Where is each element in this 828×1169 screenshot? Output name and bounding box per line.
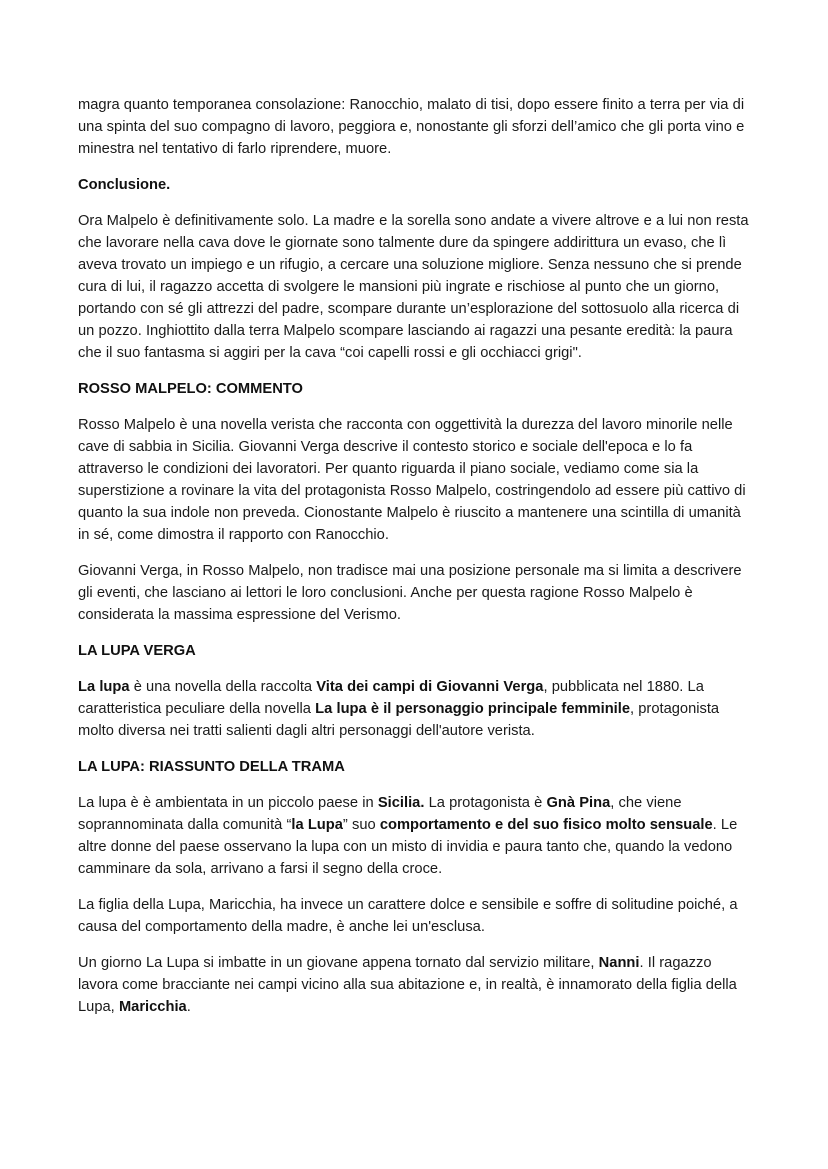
text-run: ” suo (342, 817, 380, 833)
paragraph-trama-3 (78, 952, 750, 1018)
text-run: comportamento e del suo fisico molto sensuale (379, 817, 713, 833)
text-run: . Il ragazzo lavora come bracciante nei campi vicino alla sua abitazione e, in realtà, è innamorato della figlia della Lupa, (78, 955, 742, 1015)
paragraph-conclusione: Ora Malpelo è definitivamente solo. La madre e la sorella sono andate a vivere altrove e a lui non resta che lavorare nella cava dove le giornate sono talmente dure da spingere addirittura un evaso, che lì aveva trovato un impiego e un rifugio, a cercare una soluzione migliore. Senza nessuno che si prende cura di lui, il ragazzo accetta di svolgere le mansioni più ingrate e rischiose al punto che un giorno, portando con sé gli attrezzi del padre, scompare durante un’esplorazione del sottosuolo alla ricerca di un pozzo. Inghiottito dalla terra Malpelo scompare lasciando ai ragazzi una pesante eredità: la paura che il suo fantasma si aggiri per la cava “coi capelli rossi e gli occhiacci grigi". (78, 213, 749, 361)
paragraph-verismo: Giovanni Verga, in Rosso Malpelo, non tradisce mai una posizione personale ma si limita a descrivere gli eventi, che lasciano ai lettori le loro conclusioni. Anche per questa ragione Rosso Malpelo è considerata la massima espressione del Verismo. (78, 563, 742, 623)
text-run: Nanni (598, 955, 640, 971)
text-run: Maricchia (118, 999, 187, 1015)
heading-conclusione: Conclusione. (78, 177, 171, 193)
text-run: La lupa è è ambientata in un piccolo paese in (78, 795, 378, 811)
text-run: La lupa (78, 679, 130, 695)
heading-la-lupa-verga: LA LUPA VERGA (78, 643, 196, 659)
paragraph-trama-1 (78, 792, 750, 880)
text-run: , che viene soprannominata dalla comunità “ (78, 795, 686, 833)
text-run: Sicilia. (377, 795, 425, 811)
text-run: Un giorno La Lupa si imbatte in un giovane appena tornato dal servizio militare, (78, 955, 599, 971)
text-run: . Le altre donne del paese osservano la lupa con un misto di invidia e paura tanto che, quando la vedono camminare da sola, arrivano a farsi il segno della croce. (78, 817, 742, 877)
paragraph-la-lupa-intro (78, 676, 750, 742)
heading-la-lupa-riassunto: LA LUPA: RIASSUNTO DELLA TRAMA (78, 759, 345, 775)
heading-rosso-malpelo-commento: ROSSO MALPELO: COMMENTO (78, 381, 303, 397)
text-run: , pubblicata nel 1880. La caratteristica peculiare della novella (78, 679, 709, 717)
text-run: la Lupa (291, 817, 343, 833)
text-run: è una novella della raccolta (129, 679, 317, 695)
paragraph-ranocchio: magra quanto temporanea consolazione: Ranocchio, malato di tisi, dopo essere finito a terra per via di una spinta del suo compagno di lavoro, peggiora e, nonostante gli sforzi dell’amico che gli porta vino e minestra nel tentativo di farlo riprendere, muore. (78, 97, 745, 157)
text-run: Gnà Pina (546, 795, 611, 811)
document-body (78, 94, 750, 1018)
paragraph-trama-2: La figlia della Lupa, Maricchia, ha invece un carattere dolce e sensibile e soffre di solitudine poiché, a causa del comportamento della madre, è anche lei un'esclusa. (78, 897, 738, 935)
text-run: Vita dei campi di Giovanni Verga (316, 679, 544, 695)
text-run: La lupa è il personaggio principale femminile (315, 701, 630, 717)
text-run: , protagonista molto diversa nei tratti salienti dagli altri personaggi dell'autore verista. (78, 701, 724, 739)
text-run: La protagonista è (424, 795, 547, 811)
paragraph-commento: Rosso Malpelo è una novella verista che racconta con oggettività la durezza del lavoro minorile nelle cave di sabbia in Sicilia. Giovanni Verga descrive il contesto storico e sociale dell'epoca e lo fa attraverso le condizioni dei lavoratori. Per quanto riguarda il piano sociale, vediamo come sia la superstizione a rovinare la vita del protagonista Rosso Malpelo, costringendolo ad essere più cattivo di quanto la sua indole non preveda. Cionostante Malpelo è riuscito a mantenere una scintilla di umanità in sé, come dimostra il rapporto con Ranocchio. (78, 417, 746, 543)
text-run: . (186, 999, 191, 1015)
